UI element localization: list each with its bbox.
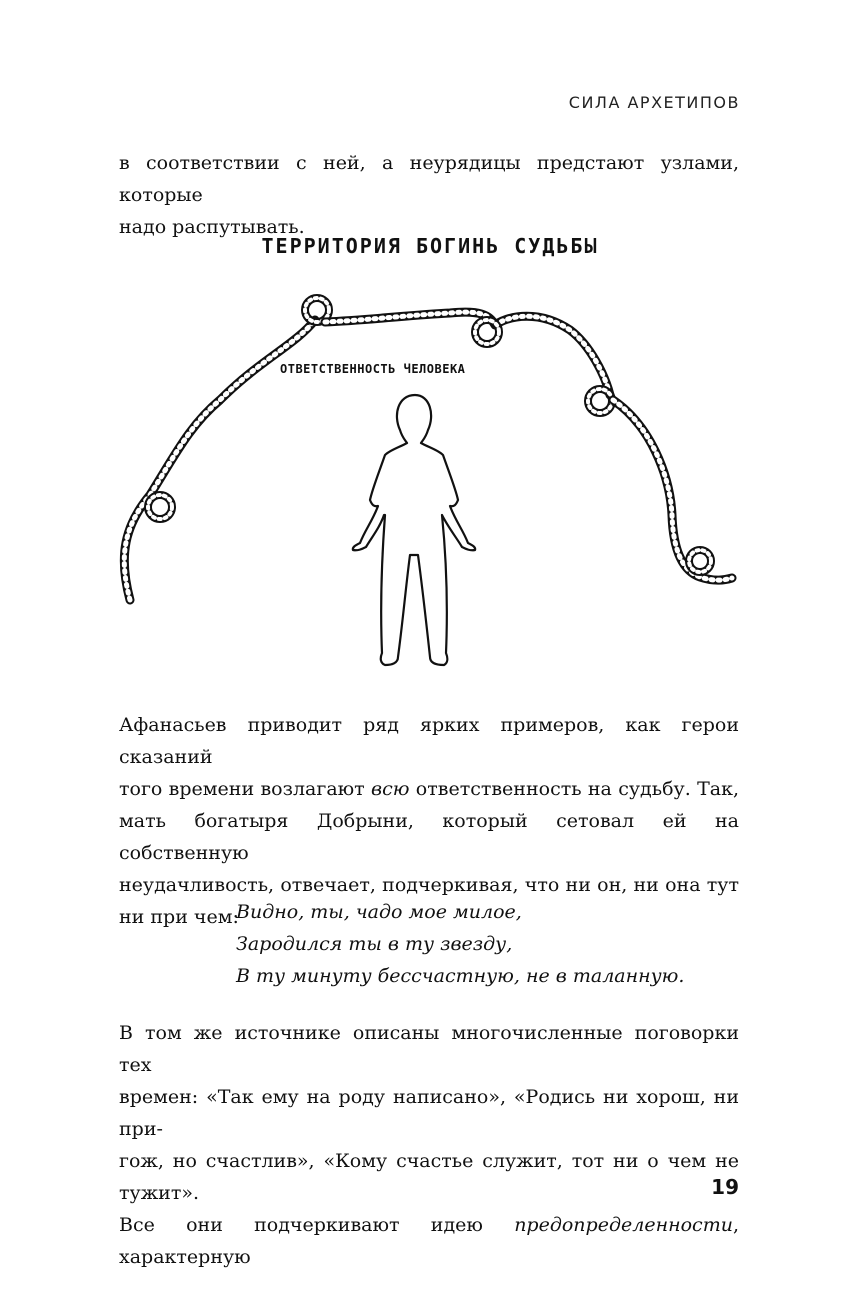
rope-icon bbox=[110, 225, 750, 680]
person-icon bbox=[353, 395, 475, 665]
text-line: гож, но счастлив», «Кому счастье служит, тот ни о чем не тужит». bbox=[119, 1150, 739, 1204]
text-line: Все они подчеркивают идею предопределенности, характерную bbox=[119, 1214, 739, 1268]
illustration-title: ТЕРРИТОРИЯ БОГИНЬ СУДЬБЫ bbox=[261, 234, 599, 258]
fate-illustration bbox=[110, 225, 750, 680]
poem-line: Зародился ты в ту звезду, bbox=[236, 933, 513, 955]
poem-line: В ту минуту бессчастную, не в таланную. bbox=[236, 965, 685, 987]
text-line: В том же источнике описаны многочисленные поговорки тех bbox=[119, 1022, 739, 1076]
text-line: в соответствии с ней, а неурядицы предстают узлами, которые bbox=[119, 152, 739, 206]
emphasis: предопределенности bbox=[514, 1214, 733, 1236]
running-head: СИЛА АРХЕТИПОВ bbox=[568, 93, 740, 112]
illustration-label: ОТВЕТСТВЕННОСТЬ ЧЕЛОВЕКА bbox=[280, 362, 466, 376]
text-line: ни при чем: bbox=[119, 906, 239, 928]
text-line: того времени возлагают всю ответственность на судьбу. Так, bbox=[119, 778, 739, 800]
poem-line: Видно, ты, чадо мое милое, bbox=[236, 901, 522, 923]
paragraph-sayings bbox=[119, 1017, 739, 1273]
text-line: Афанасьев приводит ряд ярких примеров, как герои сказаний bbox=[119, 714, 739, 768]
text-line: надо распутывать. bbox=[119, 216, 305, 238]
text-line: времен: «Так ему на роду написано», «Родись ни хорош, ни при- bbox=[119, 1086, 739, 1140]
emphasis: всю bbox=[371, 778, 410, 800]
poem-quote bbox=[236, 896, 684, 992]
page-number: 19 bbox=[711, 1175, 739, 1199]
text-line: мать богатыря Добрыни, который сетовал ей на собственную bbox=[119, 810, 739, 864]
text-line: неудачливость, отвечает, подчеркивая, что ни он, ни она тут bbox=[119, 874, 739, 896]
